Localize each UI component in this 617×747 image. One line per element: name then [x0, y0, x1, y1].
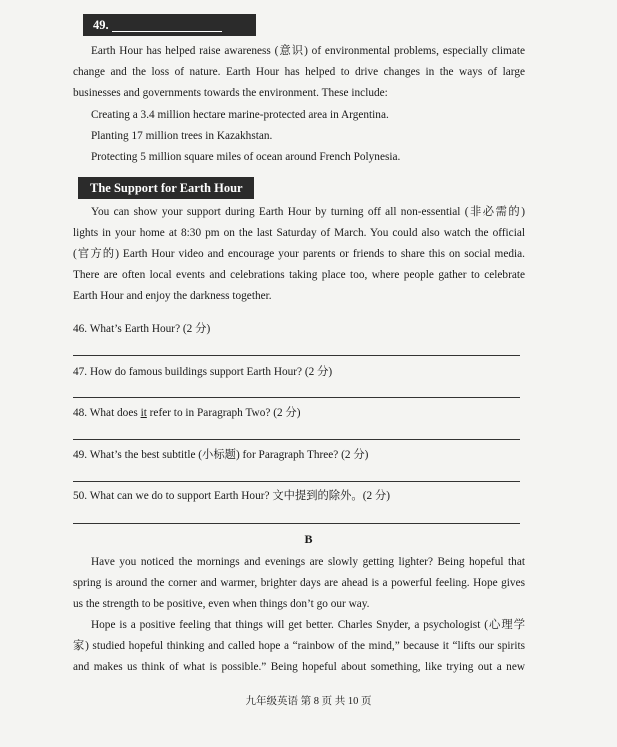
answer-line-46[interactable] [73, 355, 520, 356]
question-47: 47. How do famous buildings support Earth Hour? (2 分) [73, 366, 333, 378]
question-48-text-end: refer to in Paragraph Two? (2 分) [146, 407, 301, 419]
bullet-argentina: Creating a 3.4 million hectare marine-protected area in Argentina. [91, 109, 389, 121]
para-b1-line-2: spring is around the corner and warmer, brighter days are ahead is a powerful feeling. Hope gives [73, 577, 525, 589]
para-b2-line-2: 家) studied hopeful thinking and called hope a “rainbow of the mind,” because it “lifts our spirits [73, 640, 525, 652]
support-heading: The Support for Earth Hour [78, 177, 254, 199]
para-b1-line-3: us the strength to be positive, even when things don’t go our way. [73, 598, 370, 610]
para-2-line-1: You can show your support during Earth Hour by turning off all non-essential (非必需的) [91, 206, 525, 218]
page-footer: 九年级英语 第 8 页 共 10 页 [245, 696, 372, 707]
question-48 [73, 405, 301, 421]
question-46: 46. What’s Earth Hour? (2 分) [73, 323, 211, 335]
para-1-line-1: Earth Hour has helped raise awareness (意识) of environmental problems, especially climate [91, 45, 525, 57]
answer-line-48[interactable] [73, 439, 520, 440]
para-2-line-4: There are often local events and celebrations taking place too, where people gather to celebrate [73, 269, 525, 281]
answer-line-47[interactable] [73, 397, 520, 398]
answer-line-49[interactable] [73, 481, 520, 482]
question-48-text: 48. What does [73, 407, 141, 419]
para-1-line-3: businesses and governments towards the environment. These include: [73, 87, 388, 99]
para-b2-line-1: Hope is a positive feeling that things will get better. Charles Snyder, a psychologist (心理学 [91, 619, 525, 631]
bullet-polynesia: Protecting 5 million square miles of ocean around French Polynesia. [91, 151, 401, 163]
para-2-line-5: Earth Hour and enjoy the darkness together. [73, 290, 272, 302]
section-heading-49 [83, 14, 256, 36]
bullet-kazakhstan: Planting 17 million trees in Kazakhstan. [91, 130, 273, 142]
question-48-underlined-it: it [140, 407, 147, 419]
question-50: 50. What can we do to support Earth Hour? 文中提到的除外。(2 分) [73, 490, 390, 502]
para-b2-line-3: and makes us think of what is possible.” Being hopeful about something, like trying out a new [73, 661, 525, 673]
answer-line-50[interactable] [73, 523, 520, 524]
section-b-label: B [304, 532, 313, 546]
para-1-line-2: change and the loss of nature. Earth Hour has helped to drive changes in the ways of large [73, 66, 525, 78]
para-b1-line-1: Have you noticed the mornings and evenings are slowly getting lighter? Being hopeful that [91, 556, 525, 568]
section-heading-49-label: 49. [93, 18, 109, 32]
heading-blank-line [112, 21, 222, 32]
para-2-line-3: (官方的) Earth Hour video and encourage your parents or friends to share this on social media. [73, 248, 525, 260]
para-2-line-2: lights in your home at 8:30 pm on the last Saturday of March. You could also watch the official [73, 227, 525, 239]
question-49: 49. What’s the best subtitle (小标题) for Paragraph Three? (2 分) [73, 449, 369, 461]
